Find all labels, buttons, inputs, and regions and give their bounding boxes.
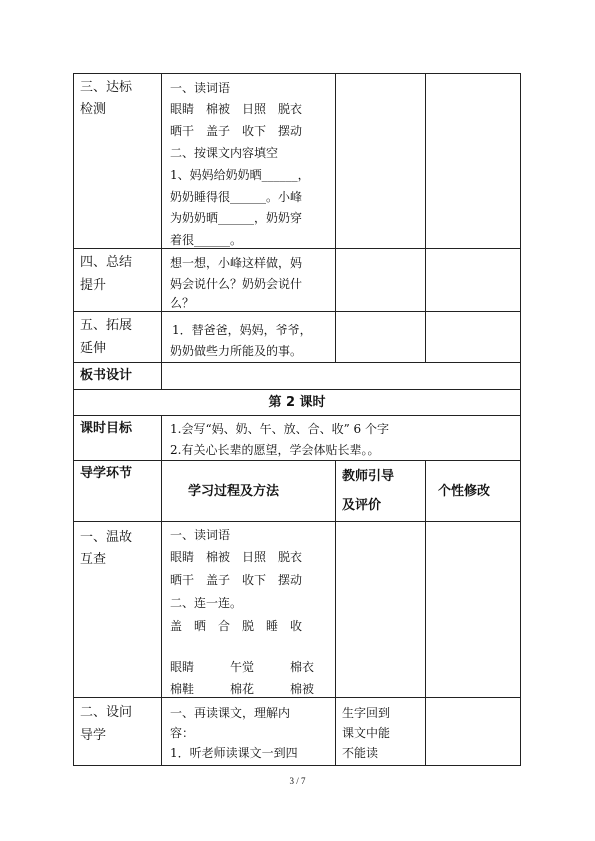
content-line: 晒干 盖子 收下 摆动 bbox=[170, 573, 303, 587]
row-divider bbox=[73, 362, 521, 363]
table-left-border bbox=[73, 73, 74, 766]
content-line: 棉鞋 棉花 棉被 bbox=[170, 682, 315, 696]
section-label: 延伸 bbox=[80, 341, 107, 356]
header-col1: 导学环节 bbox=[80, 466, 133, 481]
header-col4: 个性修改 bbox=[438, 484, 491, 499]
content-line: 一、再读课文，理解内 bbox=[170, 706, 291, 720]
table-top-border bbox=[73, 73, 521, 74]
row-divider bbox=[73, 521, 521, 522]
page-number: 3 / 7 bbox=[289, 776, 306, 786]
goals-label: 课时目标 bbox=[80, 421, 133, 436]
section-label: 四、总结 bbox=[80, 255, 133, 270]
teacher-note: 课文中能 bbox=[342, 726, 391, 740]
content-line: 眼睛 棉被 日照 脱衣 bbox=[170, 102, 303, 116]
row-divider bbox=[73, 460, 521, 461]
row-divider bbox=[73, 389, 521, 390]
content-line: 眼睛 棉被 日照 脱衣 bbox=[170, 550, 303, 564]
col-divider-label bbox=[161, 415, 162, 766]
section-label: 提升 bbox=[80, 278, 107, 293]
section-label: 导学 bbox=[80, 728, 107, 743]
content-line: 奶奶睡得很______。小峰 bbox=[170, 190, 303, 204]
col-divider-content bbox=[335, 460, 336, 766]
content-line: 一、读词语 bbox=[170, 528, 231, 542]
section-label: 三、达标 bbox=[80, 80, 133, 95]
content-line: 1．替爸爸，妈妈，爷爷， bbox=[172, 323, 312, 337]
section-label: 互查 bbox=[80, 552, 107, 567]
lesson-title: 第 2 课时 bbox=[268, 395, 326, 410]
content-line: 想一想，小峰这样做，妈 bbox=[170, 256, 303, 270]
content-line: 晒干 盖子 收下 摆动 bbox=[170, 124, 303, 138]
section-label: 五、拓展 bbox=[80, 318, 133, 333]
content-line: 为奶奶晒______，奶奶穿 bbox=[170, 211, 303, 225]
content-line: 着很______。 bbox=[170, 233, 243, 247]
content-line: 二、按课文内容填空 bbox=[170, 146, 279, 160]
row-divider bbox=[73, 248, 521, 249]
content-line: 盖 晒 合 脱 睡 收 bbox=[170, 619, 303, 633]
content-line: 妈会说什么？奶奶会说什 bbox=[170, 277, 303, 291]
section-label: 二、设问 bbox=[80, 705, 133, 720]
content-line: 么？ bbox=[170, 296, 195, 310]
content-line: 二、连一连。 bbox=[170, 596, 243, 610]
goal-item: 1.会写“妈、奶、午、放、合、收” 6 个字 bbox=[170, 422, 389, 436]
section-label: 一、温故 bbox=[80, 530, 133, 545]
col-divider-content bbox=[335, 73, 336, 362]
row-divider bbox=[73, 311, 521, 312]
col-divider-teacher bbox=[425, 460, 426, 766]
board-design-label: 板书设计 bbox=[80, 368, 133, 383]
header-col2: 学习过程及方法 bbox=[188, 484, 280, 499]
content-line: 眼睛 午觉 棉衣 bbox=[170, 660, 315, 674]
header-col3: 教师引导 bbox=[342, 469, 395, 484]
row-divider bbox=[73, 415, 521, 416]
section-label: 检测 bbox=[80, 102, 107, 117]
content-line: 1、妈妈给奶奶晒______， bbox=[170, 168, 310, 182]
col-divider-label bbox=[161, 73, 162, 389]
table-bottom-border bbox=[73, 765, 521, 766]
teacher-note: 生字回到 bbox=[342, 706, 391, 720]
header-col3: 及评价 bbox=[342, 498, 382, 513]
teacher-note: 不能读 bbox=[342, 746, 379, 760]
goal-item: 2.有关心长辈的愿望，学会体贴长辈。。 bbox=[170, 443, 380, 457]
col-divider-teacher bbox=[425, 73, 426, 362]
content-line: 奶奶做些力所能及的事。 bbox=[170, 344, 303, 358]
content-line: 一、读词语 bbox=[170, 81, 231, 95]
content-line: 容： bbox=[170, 726, 195, 740]
content-line: 1．听老师读课文一到四 bbox=[170, 746, 298, 760]
table-right-border bbox=[520, 73, 521, 766]
